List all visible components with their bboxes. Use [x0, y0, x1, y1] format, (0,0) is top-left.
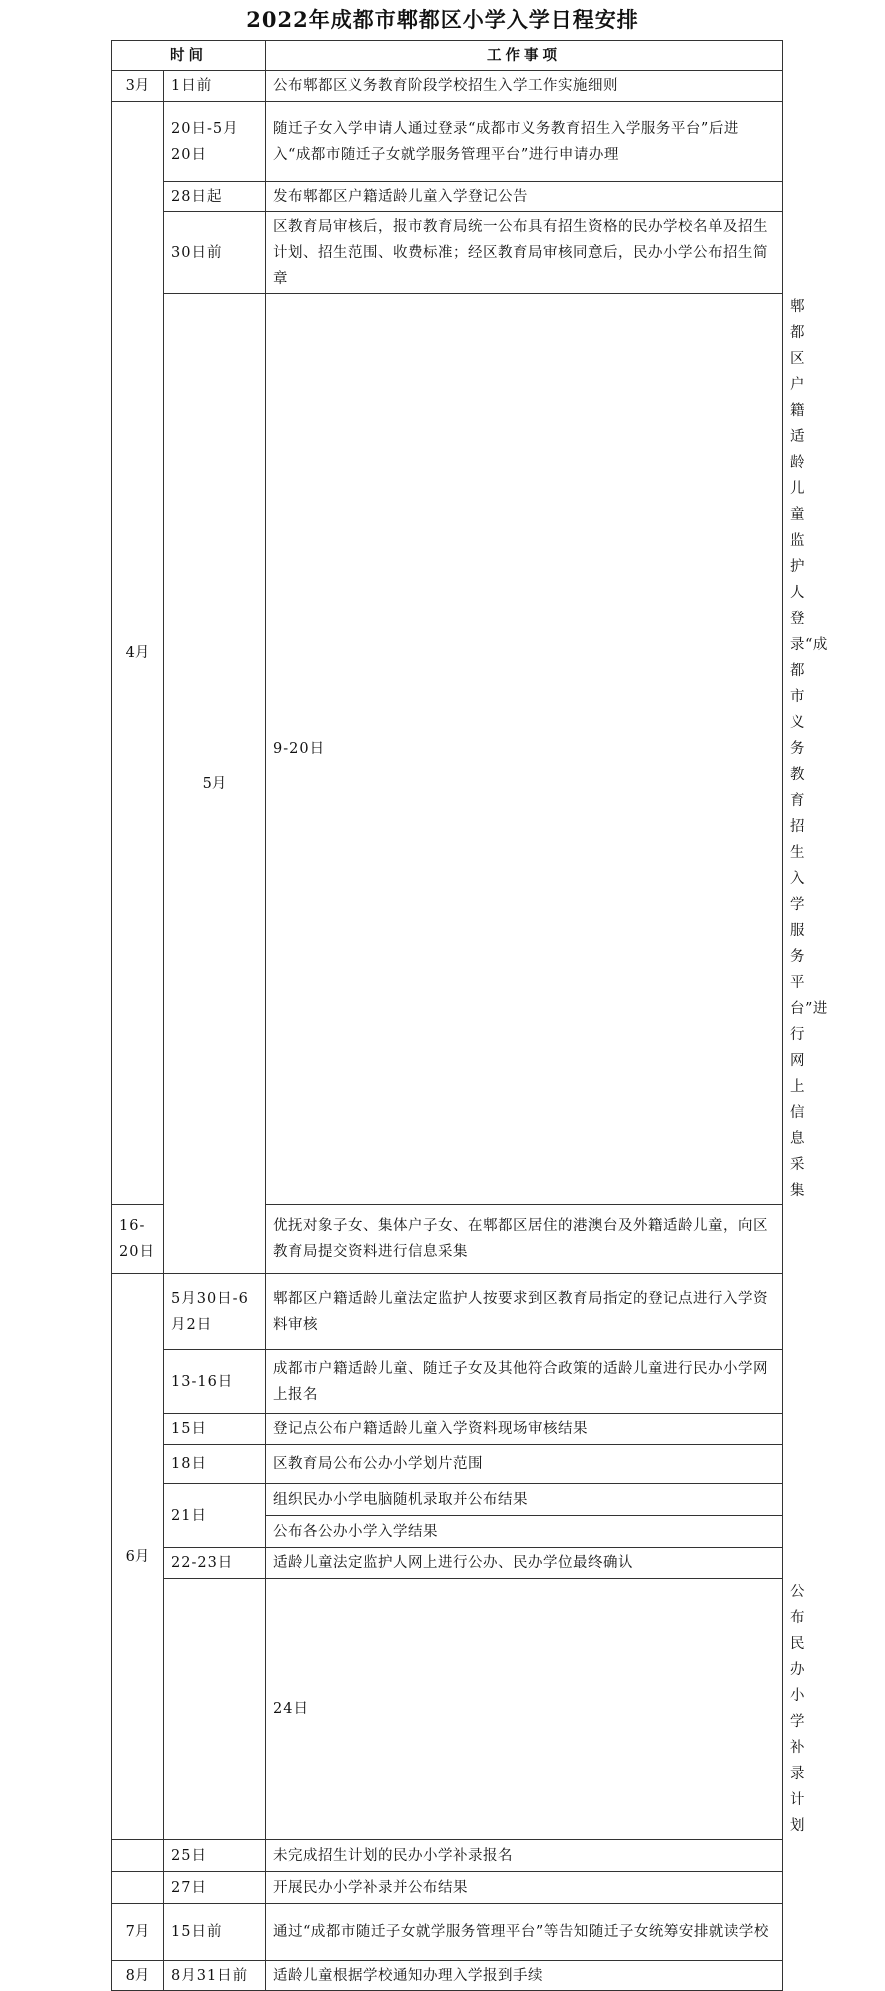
table-row: [112, 1484, 783, 1516]
table-row: 24日 公布民办小学补录计划: [112, 1579, 783, 1840]
page-title: 2022年成都市郫都区小学入学日程安排: [246, 7, 639, 32]
month-cell: 7月: [112, 1904, 164, 1961]
table-row: [112, 212, 783, 294]
day-cell: 15日: [164, 1414, 266, 1445]
table-header-row: [112, 41, 783, 71]
task-cell: 区教育局公布公办小学划片范围: [266, 1445, 783, 1484]
day-cell: 27日: [164, 1872, 266, 1904]
task-cell: 未完成招生计划的民办小学补录报名: [266, 1840, 783, 1872]
day-cell: 25日: [164, 1840, 266, 1872]
day-cell: 1日前: [164, 71, 266, 102]
task-cell: 区教育局审核后，报市教育局统一公布具有招生资格的民办学校名单及招生计划、招生范围、收费标准；经区教育局审核同意后，民办小学公布招生简章: [266, 212, 783, 294]
task-cell: 成都市户籍适龄儿童、随迁子女及其他符合政策的适龄儿童进行民办小学网上报名: [266, 1350, 783, 1414]
task-cell: 适龄儿童根据学校通知办理入学报到手续: [266, 1961, 783, 1991]
table-row: [112, 182, 783, 212]
day-cell: 28日起: [164, 182, 266, 212]
month-cell: 8月: [112, 1961, 164, 1991]
day-cell: 22-23日: [164, 1548, 266, 1579]
task-cell: 公布郫都区义务教育阶段学校招生入学工作实施细则: [266, 71, 783, 102]
day-cell: 16-20日: [112, 1205, 164, 1274]
header-time: 时间: [112, 41, 266, 71]
task-cell: 通过“成都市随迁子女就学服务管理平台”等告知随迁子女统筹安排就读学校: [266, 1904, 783, 1961]
day-cell: 13-16日: [164, 1350, 266, 1414]
task-cell: 公布各公办小学入学结果: [266, 1516, 783, 1548]
day-cell: 5月30日-6月2日: [164, 1274, 266, 1350]
task-cell: 登记点公布户籍适龄儿童入学资料现场审核结果: [266, 1414, 783, 1445]
table-row: [112, 1961, 783, 1991]
task-cell: 发布郫都区户籍适龄儿童入学登记公告: [266, 182, 783, 212]
table-row: [112, 102, 783, 182]
table-row: [112, 1274, 783, 1350]
table-row: [112, 1414, 783, 1445]
task-cell: 随迁子女入学申请人通过登录“成都市义务教育招生入学服务平台”后进入“成都市随迁子女就学服务管理平台”进行申请办理: [266, 102, 783, 182]
task-cell: 郫都区户籍适龄儿童法定监护人按要求到区教育局指定的登记点进行入学资料审核: [266, 1274, 783, 1350]
task-cell: 组织民办小学电脑随机录取并公布结果: [266, 1484, 783, 1516]
day-cell: 24日: [266, 1579, 783, 1840]
header-work: 工作事项: [266, 41, 783, 71]
table-row: [112, 1350, 783, 1414]
day-cell: 20日-5月20日: [164, 102, 266, 182]
day-cell: 21日: [164, 1484, 266, 1548]
day-cell: 15日前: [164, 1904, 266, 1961]
table-row: 5月 9-20日 郫都区户籍适龄儿童监护人登录“成都市义务教育招生入学服务平台”进行网上信息采集: [112, 294, 783, 1205]
table-row: [112, 1445, 783, 1484]
table-row: [112, 1872, 783, 1904]
day-cell: 30日前: [164, 212, 266, 294]
month-cell: 5月: [164, 294, 266, 1274]
day-cell: 18日: [164, 1445, 266, 1484]
table-row: [112, 1840, 783, 1872]
day-cell: 9-20日: [266, 294, 783, 1205]
month-cell: [164, 1579, 266, 1840]
task-cell: 开展民办小学补录并公布结果: [266, 1872, 783, 1904]
month-cell: 6月: [112, 1274, 164, 1840]
task-cell: 优抚对象子女、集体户子女、在郫都区居住的港澳台及外籍适龄儿童，向区教育局提交资料进行信息采集: [266, 1205, 783, 1274]
table-row: [112, 71, 783, 102]
month-cell: 3月: [112, 71, 164, 102]
month-cell: 4月: [112, 102, 164, 1205]
table-row: [112, 1904, 783, 1961]
day-cell: 8月31日前: [164, 1961, 266, 1991]
task-cell: 适龄儿童法定监护人网上进行公办、民办学位最终确认: [266, 1548, 783, 1579]
table-row: [112, 1548, 783, 1579]
month-cell: [112, 1840, 164, 1872]
schedule-table: [111, 40, 828, 1991]
month-cell: [112, 1872, 164, 1904]
